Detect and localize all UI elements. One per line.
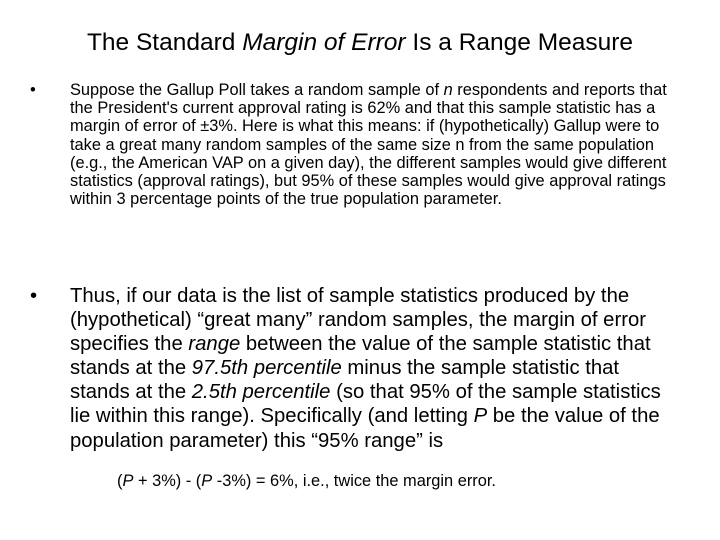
italic-P: P xyxy=(473,405,488,428)
bullet-marker: • xyxy=(30,81,36,99)
bullet-gallup-poll xyxy=(30,81,670,208)
bullet-gallup-text: Suppose the Gallup Poll takes a random sample of n respondents and reports that the President's current approval rating is 62% and that this sample statistic has a margin of error of ±3%. Here is what this means: if (hypothetically) Gallup were to take a great many random samples of the same size n from the same population (e.g., the American VAP on a given day), the different samples would give different statistics (approval ratings), but 95% of these samples would give approval ratings within 3 percentage points of the true population parameter. xyxy=(70,81,667,209)
bullet-marker: • xyxy=(30,285,38,307)
bullet-range-definition xyxy=(30,284,680,453)
slide-title xyxy=(0,28,720,58)
italic-P: P xyxy=(122,472,134,490)
italic-P: P xyxy=(201,472,213,490)
italic-n: n xyxy=(443,81,453,99)
title-text-end: Is a Range Measure xyxy=(405,29,634,56)
title-text-start: The Standard xyxy=(86,29,243,56)
italic-97-5-percentile: 97.5th percentile xyxy=(191,357,342,380)
italic-range: range xyxy=(188,333,241,356)
italic-2-5-percentile: 2.5th percentile xyxy=(191,381,331,404)
formula-line: (P + 3%) - (P -3%) = 6%, i.e., twice the margin error. xyxy=(117,472,496,490)
bullet-range-text: Thus, if our data is the list of sample statistics produced by the (hypothetical) “great many” random samples, the margin of error specifies the range between the value of the sample statistic that stands at the 97.5th percentile minus the sample statistic that stands at the 2.5th percentile (so that 95% of the sample statistics lie within this range). Specifically (and letting P be the value of the population parameter) this “95% range” is xyxy=(70,285,661,452)
title-italic-text: Margin of Error xyxy=(242,29,406,56)
